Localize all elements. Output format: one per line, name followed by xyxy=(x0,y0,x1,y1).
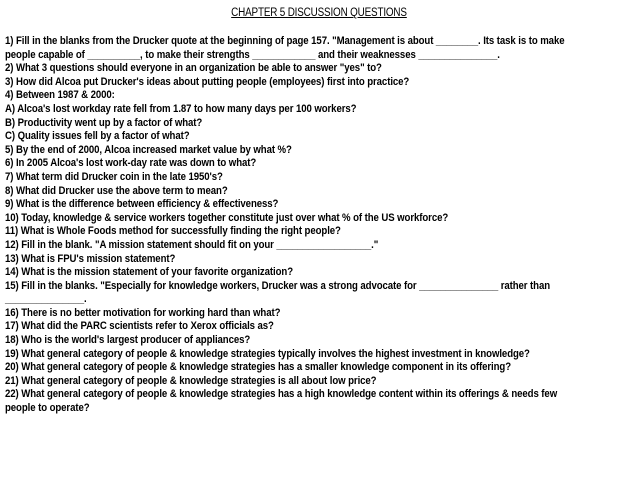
question-line-3: 3) How did Alcoa put Drucker's ideas about putting people (employees) first into practice? xyxy=(5,75,410,88)
question-line-4: 4) Between 1987 & 2000: xyxy=(5,89,115,102)
question-line-7: 7) What term did Drucker coin in the late 1950's? xyxy=(5,170,223,183)
question-line-15: 15) Fill in the blanks. "Especially for knowledge workers, Drucker was a strong advocate for _______________ rather than xyxy=(5,279,551,292)
question-line-4c: C) Quality issues fell by a factor of what? xyxy=(5,130,190,143)
question-line-17: 17) What did the PARC scientists refer to Xerox officials as? xyxy=(5,320,274,333)
question-line-4a: A) Alcoa's lost workday rate fell from 1.87 to how many days per 100 workers? xyxy=(5,102,357,115)
question-line-13: 13) What is FPU's mission statement? xyxy=(5,252,176,265)
question-line-4b: B) Productivity went up by a factor of what? xyxy=(5,116,203,129)
page-title: CHAPTER 5 DISCUSSION QUESTIONS xyxy=(231,7,407,19)
question-line-2: 2) What 3 questions should everyone in an organization be able to answer "yes" to? xyxy=(5,62,382,75)
question-line-22: 22) What general category of people & knowledge strategies has a high knowledge content within its offerings & needs few xyxy=(5,388,558,401)
question-line-11: 11) What is Whole Foods method for successfully finding the right people? xyxy=(5,225,341,238)
question-line-21: 21) What general category of people & knowledge strategies is all about low price? xyxy=(5,374,377,387)
question-line-19: 19) What general category of people & knowledge strategies typically involves the highest investment in knowledge? xyxy=(5,347,530,360)
question-line-10: 10) Today, knowledge & service workers together constitute just over what % of the US workforce? xyxy=(5,211,449,224)
question-line-15-cont: _______________. xyxy=(5,293,87,306)
question-line-9: 9) What is the difference between efficiency & effectiveness? xyxy=(5,198,279,211)
question-line-14: 14) What is the mission statement of your favorite organization? xyxy=(5,266,293,279)
question-line-1-cont: people capable of __________, to make their strengths ____________ and their weaknesses _______________. xyxy=(5,48,500,61)
question-list xyxy=(5,35,624,416)
question-line-18: 18) Who is the world's largest producer of appliances? xyxy=(5,334,251,347)
question-line-8: 8) What did Drucker use the above term to mean? xyxy=(5,184,228,197)
question-line-16: 16) There is no better motivation for working hard than what? xyxy=(5,306,281,319)
question-line-1: 1) Fill in the blanks from the Drucker quote at the beginning of page 157. "Management is about ________. Its task is to make xyxy=(5,35,565,47)
question-line-12: 12) Fill in the blank. "A mission statement should fit on your __________________." xyxy=(5,238,379,251)
question-line-20: 20) What general category of people & knowledge strategies has a smaller knowledge component in its offering? xyxy=(5,361,512,374)
question-line-6: 6) In 2005 Alcoa's lost work-day rate was down to what? xyxy=(5,157,257,170)
question-line-5: 5) By the end of 2000, Alcoa increased market value by what %? xyxy=(5,143,292,156)
question-line-22-cont: people to operate? xyxy=(5,402,90,415)
